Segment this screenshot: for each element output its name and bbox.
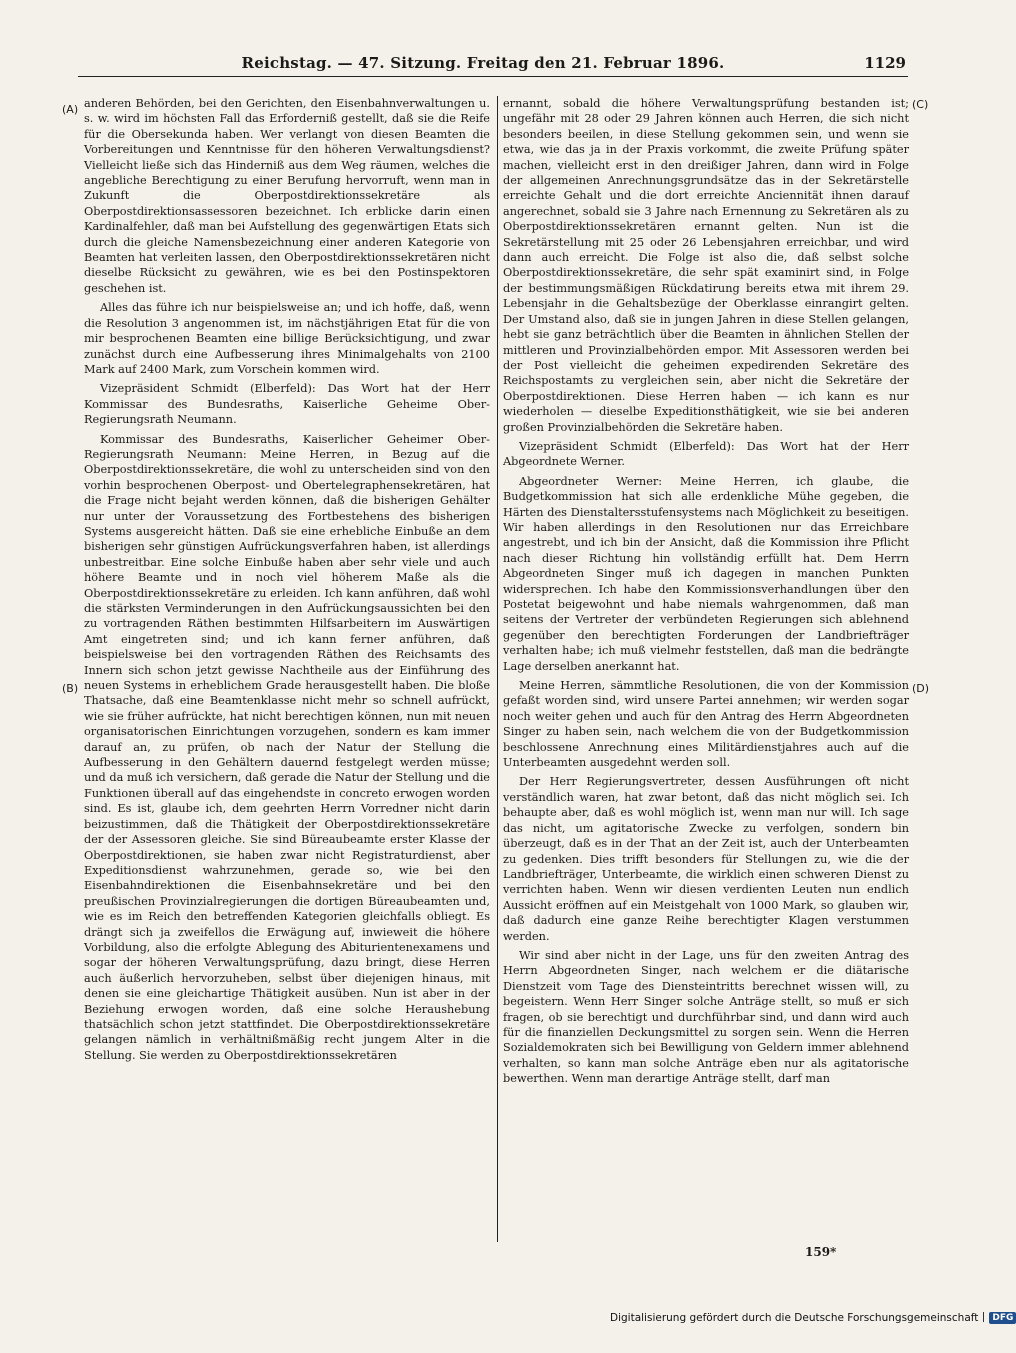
margin-mark-c: (C) — [912, 98, 929, 111]
paragraph: Kommissar des Bundesraths, Kaiserlicher Geheimer Ober-Regierungsrath Neumann: Meine Herren, in Bezug auf die Oberpostdirektionssekretäre, die wohl zu unterscheiden sind von den vorhin besprochenen Oberpost- und Obertelegraphensekretären, hat die Frage nicht bejaht werden können, daß die bisherigen Gehälter nur unter der Voraussetzung des Fortbestehens des bisherigen Systems ausgereicht hätten. Daß sie eine erhebliche Einbuße an dem bisherigen sehr günstigen Aufrückungsverfahren haben, ist allerdings unbestreitbar. Eine solche Einbuße haben aber sehr viele und auch höhere Beamte und in noch viel höherem Maße als die Oberpostdirektionssekretäre zu erleiden. Ich kann anführen, daß wohl die stärksten Verminderungen in den Aufrückungsaussichten bei den zu vortragenden Räthen bestimmten Hilfsarbeitern im Auswärtigen Amt eingetreten sind; und ich kann ferner anführen, daß beispielsweise bei den vortragenden Räthen des Reichsamts des Innern sich schon jetzt gewisse Nachtheile aus der Einführung des neuen Systems in erheblichem Grade herausgestellt haben. Die bloße Thatsache, daß eine Beamtenklasse nicht mehr so schnell aufrückt, wie sie früher aufrückte, hat nicht berechtigen können, nun mit neuen organisatorischen Einrichtungen vorzugehen, sondern es kam immer darauf an, zu prüfen, ob nach der Natur der Stellung die Aufbesserung in den Gehältern dauernd festgelegt werden müsse; und da muß ich versichern, daß gerade die Natur der Stellung und die Funktionen überall auf das eingehendste in concreto erwogen worden sind. Es ist, glaube ich, dem geehrten Herrn Vorredner nicht darin beizustimmen, daß die Thätigkeit der Oberpostdirektionssekretäre der der Assessoren gleiche. Sie sind Büreaubeamte erster Klasse der Oberpostdirektionen, sie haben zwar nicht Registraturdienst, aber Expeditionsdienst wahrzunehmen, gerade so, wie bei den Eisenbahndirektionen die Eisenbahnsekretäre und bei den preußischen Provinzialregierungen die dortigen Büreaubeamten und, wie es im Reich den betreffenden Kategorien gleichfalls obliegt. Es drängt sich ja zweifellos die Erwägung auf, inwieweit die höhere Vorbildung, also die erfolgte Ablegung des Abiturientenexamens und sogar der höheren Verwaltungsprüfung, dazu bringt, diese Herren auch äußerlich hervorzuheben, selbst über diejenigen hinaus, mit denen sie eine gleichartige Thätigkeit ausüben. Nun ist aber in der Beziehung erwogen worden, daß eine solche Heraushebung thatsächlich schon jetzt stattfindet. Die Oberpostdirektionssekretäre gelangen nämlich in verhältnißmäßig recht jungem Alter in die Stellung. Sie werden zu Oberpostdirektionssekretären — [84, 432, 490, 1062]
margin-mark-b: (B) — [62, 682, 79, 695]
header-rule — [78, 76, 908, 77]
footer-text: Digitalisierung gefördert durch die Deutsche Forschungsgemeinschaft — [610, 1312, 979, 1324]
paragraph: ernannt, sobald die höhere Verwaltungsprüfung bestanden ist; ungefähr mit 28 oder 29 Jahren können auch Herren, die sich nicht besonders beeilen, in diese Stellung gekommen sein, und wenn sie etwa, wie das ja in der Praxis vorkommt, die zweite Prüfung später machen, vielleicht erst in den dreißiger Jahren, dann wird in Folge der allgemeinen Anrechnungsgrundsätze das in der Sekretärstelle erreichte Gehalt und die dort erreichte Anciennität ihnen darauf angerechnet, sobald sie 3 Jahre nach Ernennung zu Sekretären als zu Oberpostdirektionssekretären ernannt gelten. Nun ist die Sekretärstellung mit 25 oder 26 Lebensjahren erreichbar, und wird dann auch erreicht. Die Folge ist also die, daß selbst solche Oberpostdirektionssekretäre, die sehr spät examinirt sind, in Folge der bestimmungsmäßigen Rückdatirung bereits etwa mit ihrem 29. Lebensjahr in die Gehaltsbezüge der Oberklasse einrangirt gelten. Der Umstand also, daß sie in jungen Jahren in diese Stellen gelangen, hebt sie ganz beträchtlich über die Beamten in ähnlichen Stellen der mittleren und Provinzialbehörden empor. Mit Assessoren werden bei der Post vielleicht die geheimen expedirenden Sekretäre des Reichspostamts zu vergleichen sein, aber nicht die Sekretäre der Oberpostdirektionen. Diese Herren haben — ich kann es nur wiederholen — dieselbe Expeditionsthätigkeit, wie sie bei anderen großen Provinzialbehörden die Sekretäre haben. — [503, 97, 909, 434]
left-column — [84, 96, 490, 1067]
right-column — [503, 96, 909, 1091]
paragraph: Vizepräsident Schmidt (Elberfeld): Das Wort hat der Herr Abgeordnete Werner. — [503, 439, 909, 469]
margin-mark-a: (A) — [62, 103, 79, 116]
paragraph: Alles das führe ich nur beispielsweise an; und ich hoffe, daß, wenn die Resolution 3 angenommen ist, im nächstjährigen Etat für die von mir besprochenen Beamten eine billige Berücksichtigung, und zwar zunächst durch eine Aufbesserung ihres Minimalgehalts von 2100 Mark auf 2400 Mark, zum Vorschein kommen wird. — [84, 301, 490, 376]
paragraph: Abgeordneter Werner: Meine Herren, ich glaube, die Budgetkommission hat sich alle erdenkliche Mühe gegeben, die Härten des Dienstaltersstufensystems nach Möglichkeit zu beseitigen. Wir haben allerdings in den Resolutionen nur das Erreichbare angestrebt, und ich bin der Ansicht, daß die Kommission ihre Pflicht nach dieser Richtung hin vollständig erfüllt hat. Dem Herrn Abgeordneten Singer muß ich dagegen in manchen Punkten widersprechen. Ich habe den Kommissionsverhandlungen über den Postetat beigewohnt und habe niemals wahrgenommen, daß man seitens der Vertreter der verbündeten Regierungen sich ablehnend gegenüber den berechtigten Forderungen der Landbriefträger verhalten habe; ich muß vielmehr feststellen, daß man die bedrängte Lage derselben anerkannt hat. — [503, 474, 909, 673]
dfg-logo: DFG — [989, 1312, 1016, 1324]
paragraph: Vizepräsident Schmidt (Elberfeld): Das Wort hat der Herr Kommissar des Bundesraths, Kaiserliche Geheime Ober-Regierungsrath Neumann. — [84, 382, 490, 427]
running-header — [60, 52, 906, 74]
header-title: Reichstag. — 47. Sitzung. Freitag den 21. Februar 1896. — [241, 54, 725, 72]
paragraph: Wir sind aber nicht in der Lage, uns für den zweiten Antrag des Herrn Abgeordneten Singer, nach welchem er die diätarische Dienstzeit vom Tage des Diensteintritts berechnet wissen will, zu begeistern. Wenn Herr Singer solche Anträge stellt, so muß er sich fragen, ob sie berechtigt und durchführbar sind, und dann wird auch für die finanziellen Deckungsmittel zu sorgen sein. Wenn die Herren Sozialdemokraten sich bei Bewilligung von Geldern immer ablehnend verhalten, so kann man solche Anträge eben nur als agitatorische bewerthen. Wenn man derartige Anträge stellt, darf man — [503, 948, 909, 1086]
footer-credit — [610, 1312, 1014, 1328]
page-number: 1129 — [864, 54, 906, 72]
signature-mark: 159* — [805, 1245, 837, 1259]
paragraph: Der Herr Regierungsvertreter, dessen Ausführungen oft nicht verständlich waren, hat zwar betont, daß das nicht möglich sei. Ich behaupte aber, daß es wohl möglich ist, wenn man nur will. Ich sage das nicht, um agitatorische Zwecke zu verfolgen, sondern bin überzeugt, daß es in der That an der Zeit ist, auch der Unterbeamten zu gedenken. Dies trifft besonders für Stellungen zu, wie die der Landbriefträger, Unterbeamte, die wirklich einen schweren Dienst zu verrichten haben. Wenn wir diesen verdienten Leuten nun endlich Aussicht eröffnen auf ein Meistgehalt von 1000 Mark, so glauben wir, daß dadurch eine ganze Reihe berechtigter Klagen verstummen werden. — [503, 775, 909, 943]
margin-mark-d: (D) — [912, 682, 930, 695]
paragraph: Meine Herren, sämmtliche Resolutionen, die von der Kommission gefaßt worden sind, wird unsere Partei annehmen; wir werden sogar noch weiter gehen und auch für den Antrag des Herrn Abgeordneten Singer zu haben sein, nach welchem die von der Budgetkommission beschlossene Anrechnung eines Militärdienstjahres auch auf die Unterbeamten ausgedehnt werden soll. — [503, 679, 909, 770]
paragraph: anderen Behörden, bei den Gerichten, den Eisenbahnverwaltungen u. s. w. wird im höchsten Fall das Erforderniß gestellt, daß sie die Reife für die Obersekunda haben. Wer verlangt von diesen Beamten die Vorbereitungen und Kenntnisse für den höheren Verwaltungsdienst? Vielleicht ließe sich das Hinderniß aus dem Weg räumen, welches die angebliche Berechtigung zu einer Berufung hervorruft, wenn man in Zukunft die Oberpostdirektionssekretäre als Oberpostdirektionsassessoren bezeichnet. Ich erblicke darin einen Kardinalfehler, daß man bei Aufstellung des gegenwärtigen Etats sich durch die gleiche Namensbezeichnung einer anderen Kategorie von Beamten hat verleiten lassen, den Oberpostdirektionssekretären nicht dieselbe Rücksicht zu gewähren, wie es bei den Postinspektoren geschehen ist. — [84, 97, 490, 295]
footer-separator — [983, 1312, 984, 1322]
column-divider — [497, 96, 498, 1242]
